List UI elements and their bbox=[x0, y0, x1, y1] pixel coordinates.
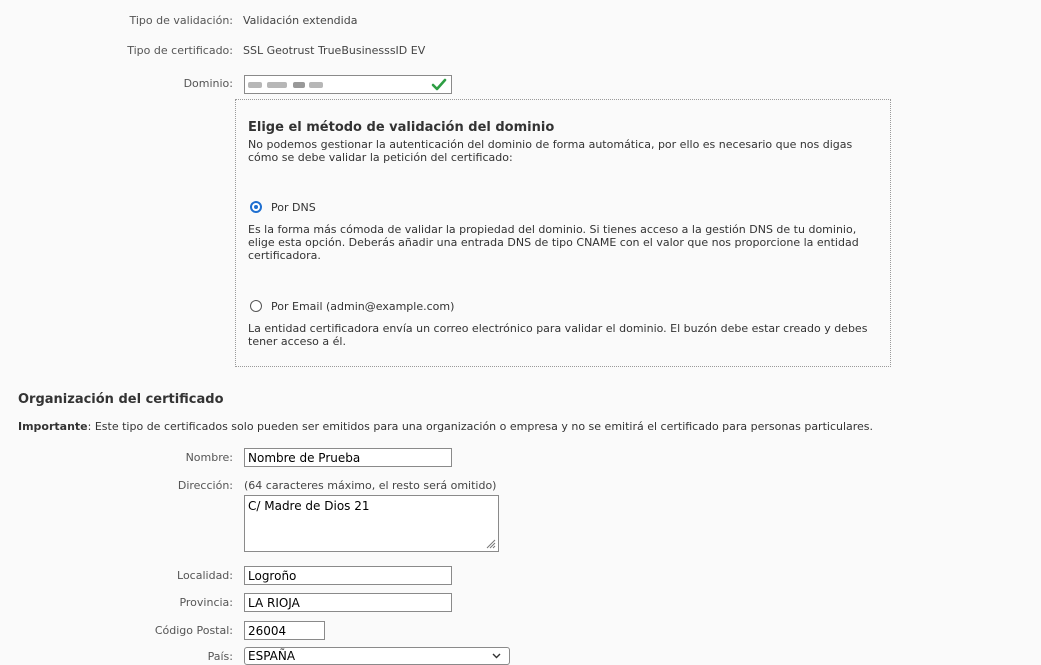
domain-field[interactable] bbox=[244, 75, 452, 94]
province-label: Provincia: bbox=[179, 596, 233, 609]
important-label: Importante bbox=[18, 420, 88, 433]
chevron-down-icon bbox=[492, 653, 501, 659]
cert-type-value: SSL Geotrust TrueBusinesssID EV bbox=[243, 44, 426, 57]
radio-dns-label[interactable]: Por DNS bbox=[271, 201, 316, 214]
check-icon bbox=[431, 78, 447, 92]
country-select-value: ESPAÑA bbox=[248, 649, 296, 663]
country-select[interactable] bbox=[244, 647, 510, 665]
validation-type-label: Tipo de validación: bbox=[129, 14, 233, 27]
radio-dns[interactable] bbox=[250, 201, 262, 213]
important-note bbox=[18, 420, 873, 433]
postal-code-label: Código Postal: bbox=[154, 624, 233, 637]
country-label: País: bbox=[207, 650, 233, 663]
organization-section-title: Organización del certificado bbox=[18, 392, 224, 407]
city-label: Localidad: bbox=[177, 569, 233, 582]
postal-code-input[interactable] bbox=[244, 621, 325, 640]
validation-method-title: Elige el método de validación del dominio bbox=[248, 120, 555, 135]
address-hint: (64 caracteres máximo, el resto será omitido) bbox=[244, 479, 497, 492]
important-text: : Este tipo de certificados solo pueden ser emitidos para una organización o empresa y no se emitirá el certificado para personas particulares. bbox=[87, 420, 874, 433]
province-input[interactable] bbox=[244, 593, 452, 612]
validation-type-value: Validación extendida bbox=[243, 14, 358, 27]
dns-description: Es la forma más cómoda de validar la propiedad del dominio. Si tienes acceso a la gestión DNS de tu dominio, elige esta opción. Deberás añadir una entrada DNS de tipo CNAME con el valor que nos proporcione la entidad certificadora. bbox=[248, 223, 859, 262]
address-textarea[interactable] bbox=[244, 495, 499, 552]
address-label: Dirección: bbox=[177, 479, 233, 492]
cert-type-label: Tipo de certificado: bbox=[127, 44, 233, 57]
name-input[interactable] bbox=[244, 448, 452, 467]
name-label: Nombre: bbox=[185, 451, 233, 464]
domain-label: Dominio: bbox=[183, 77, 233, 90]
radio-email[interactable] bbox=[250, 300, 262, 312]
validation-method-panel bbox=[235, 99, 891, 367]
radio-email-label[interactable]: Por Email (admin@example.com) bbox=[271, 300, 455, 313]
city-input[interactable] bbox=[244, 566, 452, 585]
resize-handle-icon[interactable] bbox=[485, 538, 496, 549]
email-description: La entidad certificadora envía un correo electrónico para validar el dominio. El buzón debe estar creado y debes tener acceso a él. bbox=[248, 322, 868, 348]
validation-method-intro: No podemos gestionar la autenticación del dominio de forma automática, por ello es necesario que nos digas cómo se debe validar la petición del certificado: bbox=[248, 138, 853, 164]
